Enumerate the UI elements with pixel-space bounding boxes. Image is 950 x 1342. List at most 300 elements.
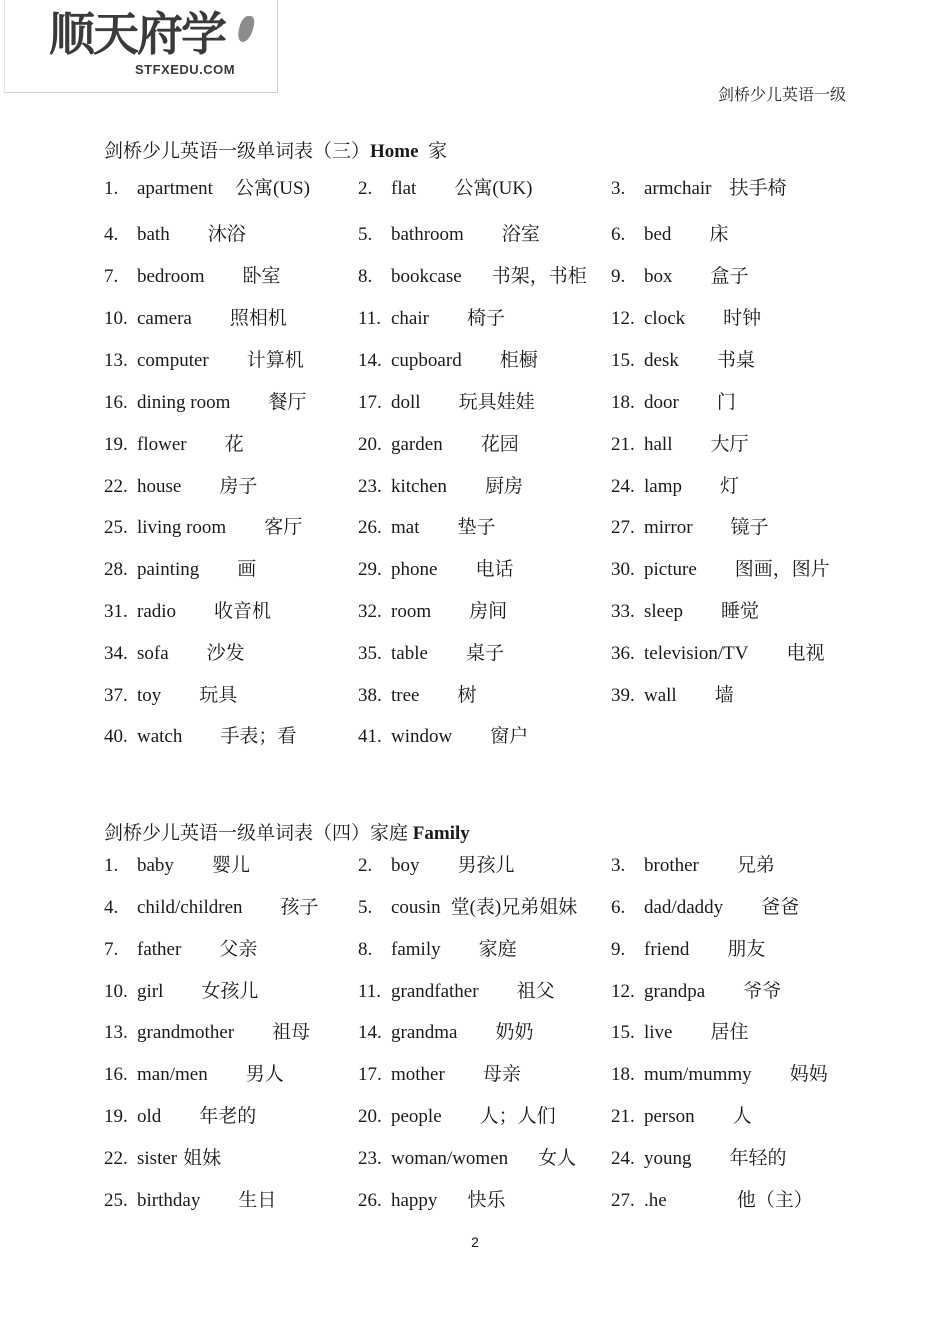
section-title-bold: Family [412, 823, 470, 844]
word-row [0, 977, 950, 1007]
word-entry [611, 681, 734, 711]
word-number: 20. [358, 1106, 382, 1127]
word-chinese: 桌子 [465, 643, 504, 664]
word-entry [104, 851, 250, 881]
word-english: garden [391, 434, 443, 455]
word-chinese: 时钟 [723, 308, 762, 329]
word-entry [104, 681, 237, 711]
word-entry [358, 639, 504, 669]
word-number: 27. [611, 517, 635, 538]
word-row [0, 935, 950, 965]
word-chinese: 妈妈 [789, 1064, 828, 1085]
word-chinese: 书架，书柜 [491, 266, 587, 287]
word-number: 19. [104, 434, 128, 455]
word-english: bathroom [391, 224, 464, 245]
word-entry [358, 851, 515, 881]
word-chinese: 父亲 [219, 939, 258, 960]
word-chinese: 计算机 [246, 350, 304, 371]
word-entry [104, 304, 287, 334]
word-entry [104, 1144, 221, 1174]
word-english: woman/women [391, 1148, 509, 1169]
word-english: grandpa [644, 981, 706, 1002]
word-entry [611, 893, 799, 923]
word-english: house [137, 476, 182, 497]
word-entry [358, 388, 535, 418]
word-chinese: 餐厅 [268, 392, 307, 413]
word-number: 4. [104, 897, 119, 918]
word-number: 14. [358, 350, 382, 371]
section-title-prefix: 剑桥少儿英语一级单词表（四）家庭 [104, 823, 413, 844]
word-english: radio [137, 601, 177, 622]
word-chinese: 画 [237, 559, 257, 580]
word-chinese: 女人 [538, 1148, 577, 1169]
word-entry [104, 1018, 310, 1048]
word-number: 27. [611, 1190, 635, 1211]
word-english: table [391, 643, 428, 664]
word-number: 7. [104, 266, 119, 287]
word-number: 29. [358, 559, 382, 580]
word-number: 38. [358, 685, 382, 706]
word-chinese: 女孩儿 [201, 981, 259, 1002]
word-chinese: 公寓(US) [234, 178, 310, 199]
word-number: 25. [104, 517, 128, 538]
word-chinese: 男人 [245, 1064, 284, 1085]
word-english: computer [137, 350, 209, 371]
word-english: clock [644, 308, 686, 329]
word-row [0, 174, 950, 204]
word-chinese: 电话 [475, 559, 514, 580]
word-chinese: 睡觉 [721, 601, 760, 622]
word-number: 41. [358, 726, 382, 747]
word-row [0, 597, 950, 627]
word-chinese: 生日 [238, 1190, 277, 1211]
word-row [0, 555, 950, 585]
word-number: 23. [358, 1148, 382, 1169]
word-number: 16. [104, 392, 128, 413]
word-chinese: 爷爷 [743, 981, 782, 1002]
word-entry [104, 262, 281, 292]
word-number: 13. [104, 1022, 128, 1043]
word-number: 8. [358, 939, 373, 960]
word-english: person [644, 1106, 695, 1127]
word-chinese: 祖母 [272, 1022, 311, 1043]
word-entry [104, 220, 246, 250]
word-entry [611, 1018, 749, 1048]
word-entry [611, 555, 830, 585]
page-number: 2 [471, 1234, 479, 1250]
word-chinese: 年轻的 [729, 1148, 787, 1169]
word-number: 21. [611, 1106, 635, 1127]
word-english: desk [644, 350, 679, 371]
word-entry [611, 597, 759, 627]
word-chinese: 房子 [219, 476, 258, 497]
word-row [0, 304, 950, 334]
word-chinese: 窗户 [490, 726, 529, 747]
word-english: cupboard [391, 350, 462, 371]
word-number: 39. [611, 685, 635, 706]
word-english: mirror [644, 517, 693, 538]
word-chinese: 奶奶 [495, 1022, 534, 1043]
word-english: happy [391, 1190, 438, 1211]
word-number: 6. [611, 224, 626, 245]
word-chinese: 浴室 [501, 224, 540, 245]
word-row [0, 851, 950, 881]
word-chinese: 玩具 [199, 685, 238, 706]
word-english: camera [137, 308, 192, 329]
word-chinese: 花园 [480, 434, 519, 455]
word-number: 28. [104, 559, 128, 580]
word-entry [358, 220, 540, 250]
word-chinese: 门 [716, 392, 736, 413]
logo-main-text: 顺天府学 [49, 7, 225, 61]
word-english: bed [644, 224, 672, 245]
word-row [0, 681, 950, 711]
word-row [0, 1102, 950, 1132]
word-entry [104, 722, 296, 752]
word-chinese: 花 [224, 434, 244, 455]
word-english: birthday [137, 1190, 201, 1211]
word-number: 34. [104, 643, 128, 664]
word-entry [358, 977, 555, 1007]
word-number: 5. [358, 897, 373, 918]
word-entry [358, 1018, 534, 1048]
word-entry [104, 513, 302, 543]
word-english: hall [644, 434, 673, 455]
word-english: armchair [644, 178, 712, 199]
word-english: family [391, 939, 441, 960]
word-english: lamp [644, 476, 682, 497]
word-chinese: 扶手椅 [729, 178, 787, 199]
word-chinese: 厨房 [484, 476, 523, 497]
word-chinese: 祖父 [516, 981, 555, 1002]
word-english: apartment [137, 178, 213, 199]
word-entry [104, 639, 245, 669]
word-english: .he [644, 1190, 667, 1211]
word-number: 9. [611, 939, 626, 960]
word-number: 2. [358, 855, 373, 876]
word-chinese: 人；人们 [479, 1106, 556, 1127]
word-row [0, 639, 950, 669]
word-chinese: 家庭 [478, 939, 517, 960]
section-title-prefix: 剑桥少儿英语一级单词表（三） [104, 141, 371, 162]
word-entry [358, 1060, 521, 1090]
word-chinese: 照相机 [229, 308, 287, 329]
word-number: 15. [611, 350, 635, 371]
word-english: tree [391, 685, 420, 706]
word-chinese: 椅子 [466, 308, 505, 329]
word-number: 23. [358, 476, 382, 497]
word-english: bookcase [391, 266, 462, 287]
word-chinese: 树 [457, 685, 477, 706]
word-entry [104, 1060, 284, 1090]
word-english: picture [644, 559, 697, 580]
word-number: 4. [104, 224, 119, 245]
word-entry [611, 1186, 813, 1216]
word-english: kitchen [391, 476, 447, 497]
word-entry [104, 472, 257, 502]
word-number: 17. [358, 392, 382, 413]
word-entry [104, 174, 310, 204]
word-english: grandfather [391, 981, 479, 1002]
word-chinese: 垫子 [457, 517, 496, 538]
word-english: flower [137, 434, 187, 455]
word-number: 14. [358, 1022, 382, 1043]
word-number: 1. [104, 178, 119, 199]
word-english: sleep [644, 601, 684, 622]
word-number: 10. [104, 981, 128, 1002]
word-entry [358, 262, 587, 292]
word-entry [611, 174, 787, 204]
word-chinese: 孩子 [280, 897, 319, 918]
word-english: box [644, 266, 673, 287]
word-entry [358, 555, 513, 585]
word-entry [104, 555, 256, 585]
word-english: girl [137, 981, 164, 1002]
word-english: boy [391, 855, 420, 876]
word-number: 8. [358, 266, 373, 287]
logo [4, 0, 278, 93]
word-entry [358, 174, 532, 204]
word-row [0, 430, 950, 460]
word-english: bedroom [137, 266, 205, 287]
word-row [0, 346, 950, 376]
word-entry [358, 1186, 505, 1216]
word-number: 31. [104, 601, 128, 622]
word-entry [611, 851, 775, 881]
word-chinese: 客厅 [264, 517, 303, 538]
word-row [0, 722, 950, 752]
word-number: 17. [358, 1064, 382, 1085]
word-entry [611, 639, 825, 669]
word-english: man/men [137, 1064, 208, 1085]
word-english: baby [137, 855, 174, 876]
word-number: 13. [104, 350, 128, 371]
word-number: 26. [358, 517, 382, 538]
word-number: 3. [611, 178, 626, 199]
word-entry [358, 1144, 576, 1174]
word-chinese: 沙发 [206, 643, 245, 664]
word-english: dad/daddy [644, 897, 724, 918]
word-number: 20. [358, 434, 382, 455]
word-entry [611, 1102, 752, 1132]
word-entry [358, 513, 496, 543]
word-entry [104, 935, 257, 965]
section-title [104, 136, 447, 163]
word-entry [104, 893, 319, 923]
word-entry [611, 304, 761, 334]
word-number: 35. [358, 643, 382, 664]
word-chinese: 兄弟 [736, 855, 775, 876]
word-number: 12. [611, 308, 635, 329]
word-english: young [644, 1148, 692, 1169]
word-chinese: 房间 [469, 601, 508, 622]
word-english: cousin [391, 897, 441, 918]
word-entry [358, 346, 538, 376]
word-row [0, 513, 950, 543]
word-number: 5. [358, 224, 373, 245]
word-number: 37. [104, 685, 128, 706]
word-chinese: 手表；看 [220, 726, 297, 747]
word-english: wall [644, 685, 677, 706]
word-chinese: 母亲 [482, 1064, 521, 1085]
word-entry [358, 304, 505, 334]
word-number: 9. [611, 266, 626, 287]
word-entry [104, 1186, 276, 1216]
word-chinese: 公寓(UK) [454, 178, 533, 199]
word-english: child/children [137, 897, 243, 918]
word-english: toy [137, 685, 162, 706]
word-entry [611, 1144, 787, 1174]
word-entry [104, 388, 306, 418]
word-entry [104, 977, 258, 1007]
word-number: 22. [104, 476, 128, 497]
logo-mark-icon [236, 16, 256, 42]
word-number: 19. [104, 1106, 128, 1127]
word-entry [611, 977, 781, 1007]
word-number: 24. [611, 1148, 635, 1169]
section-title-bold: Home [370, 141, 419, 162]
word-chinese: 镜子 [730, 517, 769, 538]
word-english: watch [137, 726, 183, 747]
word-english: grandma [391, 1022, 458, 1043]
word-entry [104, 346, 304, 376]
word-row [0, 388, 950, 418]
word-entry [611, 388, 736, 418]
section-title [104, 818, 470, 845]
word-english: bath [137, 224, 170, 245]
word-english: live [644, 1022, 673, 1043]
word-entry [611, 935, 765, 965]
word-number: 36. [611, 643, 635, 664]
header-title: 剑桥少儿英语一级 [717, 87, 846, 104]
word-entry [358, 430, 519, 460]
word-chinese: 居住 [710, 1022, 749, 1043]
word-chinese: 婴儿 [211, 855, 250, 876]
word-english: mum/mummy [644, 1064, 752, 1085]
word-number: 25. [104, 1190, 128, 1211]
word-english: painting [137, 559, 200, 580]
word-row [0, 472, 950, 502]
word-chinese: 柜橱 [499, 350, 538, 371]
word-english: phone [391, 559, 438, 580]
word-number: 2. [358, 178, 373, 199]
word-number: 15. [611, 1022, 635, 1043]
word-chinese: 朋友 [727, 939, 766, 960]
word-number: 7. [104, 939, 119, 960]
word-chinese: 床 [709, 224, 729, 245]
word-chinese: 姐妹 [183, 1148, 222, 1169]
word-number: 3. [611, 855, 626, 876]
word-number: 11. [358, 981, 382, 1002]
word-entry [358, 893, 577, 923]
word-english: flat [391, 178, 417, 199]
word-english: room [391, 601, 432, 622]
word-chinese: 玩具娃娃 [458, 392, 535, 413]
word-english: friend [644, 939, 690, 960]
word-chinese: 大厅 [710, 434, 749, 455]
word-number: 24. [611, 476, 635, 497]
word-entry [611, 472, 739, 502]
word-number: 21. [611, 434, 635, 455]
word-entry [104, 597, 271, 627]
word-chinese: 灯 [720, 476, 740, 497]
word-english: brother [644, 855, 699, 876]
word-english: people [391, 1106, 442, 1127]
word-row [0, 893, 950, 923]
word-english: sister [137, 1148, 178, 1169]
word-number: 18. [611, 1064, 635, 1085]
word-chinese: 沐浴 [207, 224, 246, 245]
word-entry [358, 597, 507, 627]
word-row [0, 1144, 950, 1174]
word-row [0, 262, 950, 292]
word-entry [611, 220, 728, 250]
word-english: window [391, 726, 453, 747]
word-entry [358, 722, 528, 752]
word-english: television/TV [644, 643, 749, 664]
word-english: doll [391, 392, 421, 413]
word-row [0, 1186, 950, 1216]
word-english: grandmother [137, 1022, 235, 1043]
word-chinese: 年老的 [199, 1106, 257, 1127]
word-entry [358, 472, 523, 502]
word-english: mat [391, 517, 420, 538]
word-english: sofa [137, 643, 169, 664]
logo-sub-text: STFXEDU.COM [135, 62, 236, 77]
word-row [0, 1018, 950, 1048]
word-chinese: 电视 [786, 643, 825, 664]
word-number: 30. [611, 559, 635, 580]
word-number: 40. [104, 726, 128, 747]
word-english: living room [137, 517, 227, 538]
word-entry [358, 1102, 556, 1132]
word-row [0, 220, 950, 250]
word-number: 22. [104, 1148, 128, 1169]
word-number: 16. [104, 1064, 128, 1085]
word-chinese: 收音机 [214, 601, 272, 622]
word-chinese: 盒子 [710, 266, 749, 287]
word-chinese: 人 [732, 1106, 752, 1127]
word-entry [611, 513, 769, 543]
word-english: father [137, 939, 182, 960]
word-english: chair [391, 308, 429, 329]
word-number: 18. [611, 392, 635, 413]
word-chinese: 图画，图片 [734, 559, 830, 580]
word-chinese: 堂(表)兄弟姐妹 [450, 897, 578, 918]
word-entry [611, 346, 755, 376]
word-chinese: 墙 [714, 685, 734, 706]
word-row [0, 1060, 950, 1090]
word-english: dining room [137, 392, 231, 413]
word-entry [358, 681, 477, 711]
word-english: door [644, 392, 679, 413]
word-chinese: 书桌 [716, 350, 755, 371]
word-entry [358, 935, 517, 965]
word-number: 12. [611, 981, 635, 1002]
word-chinese: 卧室 [242, 266, 281, 287]
word-english: old [137, 1106, 162, 1127]
word-entry [611, 1060, 828, 1090]
word-number: 1. [104, 855, 119, 876]
word-entry [611, 262, 749, 292]
word-number: 33. [611, 601, 635, 622]
word-chinese: 快乐 [467, 1190, 506, 1211]
section-title-suffix: 家 [418, 141, 448, 162]
word-number: 6. [611, 897, 626, 918]
word-number: 11. [358, 308, 382, 329]
word-number: 32. [358, 601, 382, 622]
word-chinese: 爸爸 [761, 897, 800, 918]
